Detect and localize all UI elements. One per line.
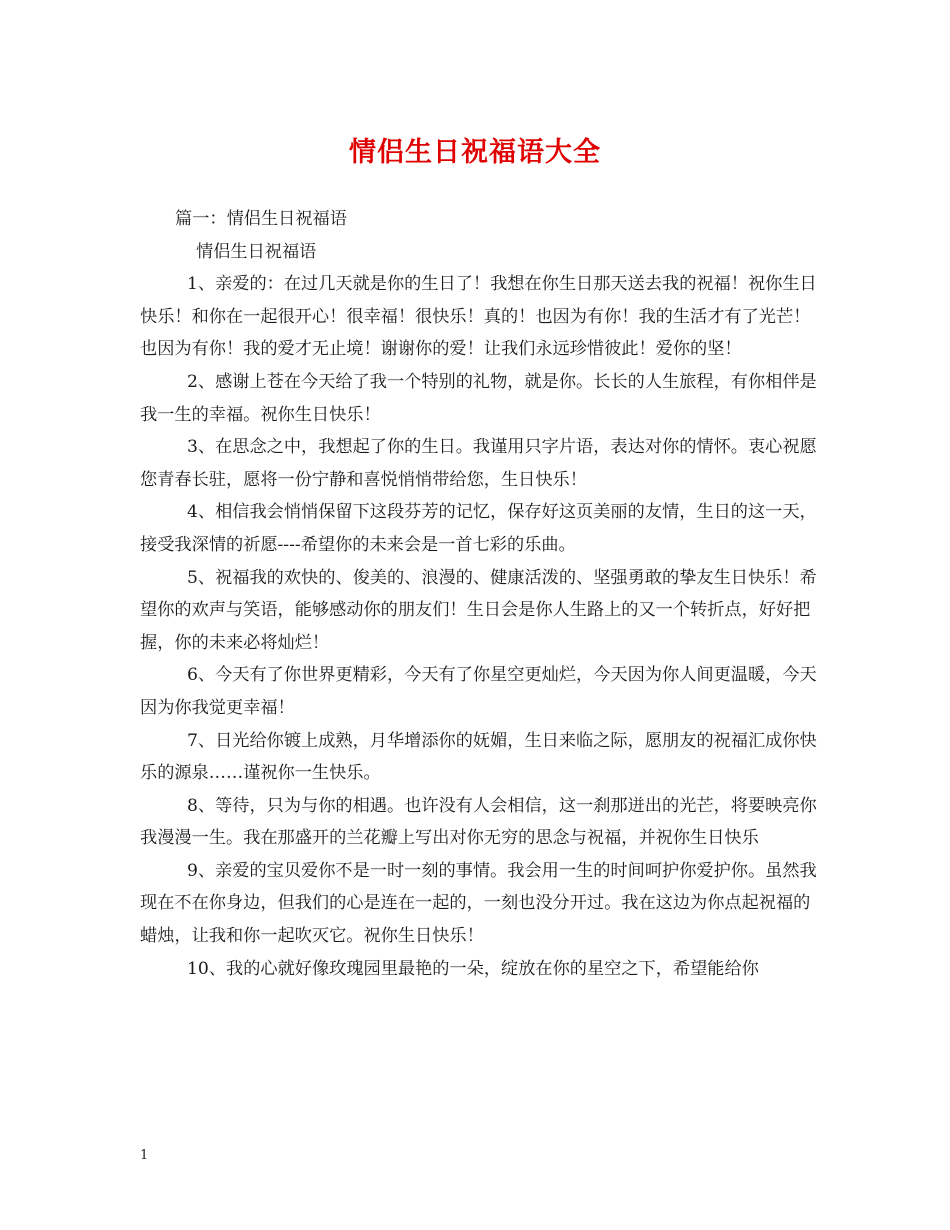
document-title: 情侣生日祝福语大全 bbox=[349, 137, 601, 168]
document-body bbox=[140, 203, 820, 985]
paragraph-7: 7、日光给你镀上成熟，月华增添你的妩媚，生日来临之际，愿朋友的祝福汇成你快乐的源泉……谨祝你一生快乐。 bbox=[140, 730, 817, 784]
paragraph-2: 2、感谢上苍在今天给了我一个特别的礼物，就是你。长长的人生旅程，有你相伴是我一生的幸福。祝你生日快乐！ bbox=[140, 371, 817, 425]
section-heading: 篇一：情侣生日祝福语 bbox=[175, 209, 347, 229]
paragraph-4: 4、相信我会悄悄保留下这段芬芳的记忆，保存好这页美丽的友情，生日的这一天，接受我深情的祈愿----希望你的未来会是一首七彩的乐曲。 bbox=[140, 502, 817, 555]
paragraph-8: 8、等待，只为与你的相遇。也许没有人会相信，这一刹那迸出的光芒，将要映亮你我漫漫一生。我在那盛开的兰花瓣上写出对你无穷的思念与祝福，并祝你生日快乐 bbox=[140, 795, 817, 849]
paragraph-1: 1、亲爱的：在过几天就是你的生日了！我想在你生日那天送去我的祝福！祝你生日快乐！和你在一起很开心！很幸福！很快乐！真的！也因为有你！我的生活才有了光芒！也因为有你！我的爱才无止境！谢谢你的爱！让我们永远珍惜彼此！爱你的坚！ bbox=[140, 274, 817, 360]
paragraph-3: 3、在思念之中，我想起了你的生日。我谨用只字片语，表达对你的情怀。衷心祝愿您青春长驻，愿将一份宁静和喜悦悄悄带给您，生日快乐！ bbox=[140, 437, 817, 490]
paragraph-5: 5、祝福我的欢快的、俊美的、浪漫的、健康活泼的、坚强勇敢的挚友生日快乐！希望你的欢声与笑语，能够感动你的朋友们！生日会是你人生路上的又一个转折点，好好把握，你的未来必将灿烂！ bbox=[140, 567, 817, 653]
sub-heading: 情侣生日祝福语 bbox=[196, 241, 317, 262]
paragraph-6: 6、今天有了你世界更精彩，今天有了你星空更灿烂，今天因为你人间更温暖，今天因为你我觉更幸福！ bbox=[140, 665, 817, 718]
paragraph-9: 9、亲爱的宝贝爱你不是一时一刻的事情。我会用一生的时间呵护你爱护你。虽然我现在不在你身边，但我们的心是连在一起的，一刻也没分开过。我在这边为你点起祝福的蜡烛，让我和你一起吹灭它。祝你生日快乐！ bbox=[140, 860, 817, 947]
paragraph-10: 10、我的心就好像玫瑰园里最艳的一朵，绽放在你的星空之下，希望能给你 bbox=[187, 958, 759, 979]
page-number: 1 bbox=[140, 1148, 149, 1163]
